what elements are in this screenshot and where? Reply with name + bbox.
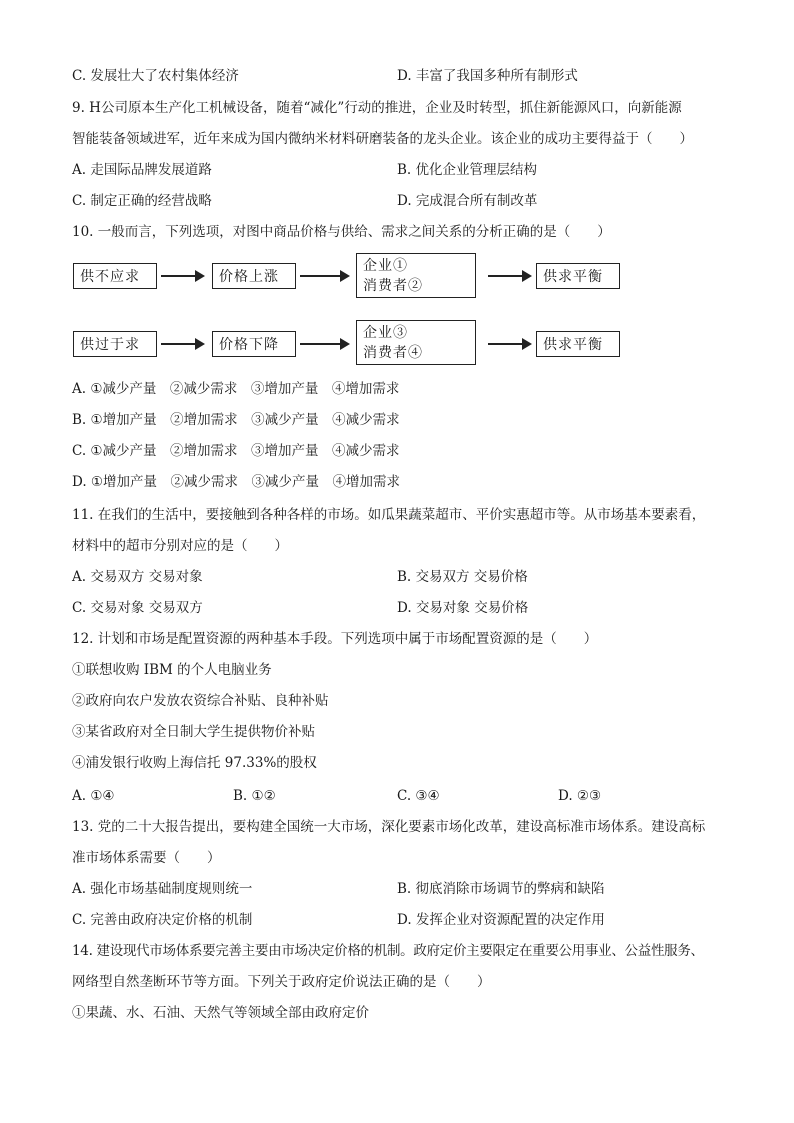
q11-stem-line1: 11. 在我们的生活中，要接触到各种各样的市场。如瓜果蔬菜超市、平价实惠超市等。从市场基本要素看， [72, 507, 706, 523]
q9-stem-line1: 9. H公司原本生产化工机械设备，随着“减化”行动的推进，企业及时转型，抓住新能源风口，向新能源 [72, 100, 682, 116]
q12-item-2: ②政府向农户发放农资综合补贴、良种补贴 [72, 693, 329, 709]
q14-item-1: ①果蔬、水、石油、天然气等领域全部由政府定价 [72, 1005, 369, 1021]
q12-item-3: ③某省政府对全日制大学生提供物价补贴 [72, 724, 315, 740]
q13-stem-line1: 13. 党的二十大报告提出，要构建全国统一大市场，深化要素市场化改革，建设高标准市场体系。建设高标 [72, 819, 706, 835]
diagram-box-actors-2 [356, 320, 476, 365]
arrow-right-icon [488, 270, 532, 282]
diagram-box-actors-1 [356, 253, 476, 298]
q8-option-d: D. 丰富了我国多种所有制形式 [397, 68, 578, 84]
q11-stem-line2: 材料中的超市分别对应的是（ ） [72, 538, 288, 554]
q13-option-d: D. 发挥企业对资源配置的决定作用 [397, 912, 605, 928]
diagram-box-price-rise: 价格上涨 [212, 263, 296, 289]
diagram-enterprise-1: 企业① [363, 257, 408, 274]
q10-option-a: A. ①减少产量 ②减少需求 ③增加产量 ④增加需求 [72, 381, 400, 397]
diagram-box-shortage: 供不应求 [73, 263, 157, 289]
diagram-box-balance-1: 供求平衡 [536, 263, 620, 289]
q13-option-b: B. 彻底消除市场调节的弊病和缺陷 [397, 881, 605, 897]
q9-option-b: B. 优化企业管理层结构 [397, 162, 538, 178]
q14-stem-line1: 14. 建设现代市场体系要完善主要由市场决定价格的机制。政府定价主要限定在重要公用事业、公益性服务、 [72, 943, 704, 959]
diagram-consumer-2: 消费者② [363, 277, 423, 294]
arrow-right-icon [161, 270, 205, 282]
q12-option-d: D. ②③ [558, 788, 602, 804]
q9-option-a: A. 走国际品牌发展道路 [72, 162, 212, 178]
q10-option-d: D. ①增加产量 ②减少需求 ③减少产量 ④增加需求 [72, 474, 401, 490]
q9-option-c: C. 制定正确的经营战略 [72, 193, 212, 209]
q11-option-a: A. 交易双方 交易对象 [72, 569, 203, 585]
q12-option-a: A. ①④ [72, 788, 115, 804]
diagram-box-price-fall: 价格下降 [212, 331, 296, 357]
diagram-enterprise-3: 企业③ [363, 324, 408, 341]
q12-item-4: ④浦发银行收购上海信托 97.33%的股权 [72, 755, 317, 771]
q12-item-1: ①联想收购 IBM 的个人电脑业务 [72, 662, 272, 678]
arrow-right-icon [300, 338, 350, 350]
q12-option-b: B. ①② [233, 788, 276, 804]
q11-option-c: C. 交易对象 交易双方 [72, 600, 203, 616]
q12-option-c: C. ③④ [397, 788, 440, 804]
q14-stem-line2: 网络型自然垄断环节等方面。下列关于政府定价说法正确的是（ ） [72, 974, 491, 990]
q10-stem: 10. 一般而言，下列选项，对图中商品价格与供给、需求之间关系的分析正确的是（ ） [72, 224, 611, 240]
diagram-consumer-4: 消费者④ [363, 344, 423, 361]
arrow-right-icon [488, 338, 532, 350]
diagram-box-balance-2: 供求平衡 [536, 331, 620, 357]
q9-option-d: D. 完成混合所有制改革 [397, 193, 538, 209]
q10-option-b: B. ①增加产量 ②增加需求 ③减少产量 ④减少需求 [72, 412, 400, 428]
q10-option-c: C. ①减少产量 ②增加需求 ③增加产量 ④减少需求 [72, 443, 400, 459]
q12-stem: 12. 计划和市场是配置资源的两种基本手段。下列选项中属于市场配置资源的是（ ） [72, 631, 598, 647]
q11-option-d: D. 交易对象 交易价格 [397, 600, 529, 616]
arrow-right-icon [161, 338, 205, 350]
q13-stem-line2: 准市场体系需要（ ） [72, 850, 221, 866]
q13-option-a: A. 强化市场基础制度规则统一 [72, 881, 253, 897]
q9-stem-line2: 智能装备领域进军，近年来成为国内微纳米材料研磨装备的龙头企业。该企业的成功主要得益于（ ） [72, 131, 693, 147]
q11-option-b: B. 交易双方 交易价格 [397, 569, 528, 585]
diagram-box-surplus: 供过于求 [73, 331, 157, 357]
arrow-right-icon [300, 270, 350, 282]
q8-option-c: C. 发展壮大了农村集体经济 [72, 68, 239, 84]
q13-option-c: C. 完善由政府决定价格的机制 [72, 912, 253, 928]
